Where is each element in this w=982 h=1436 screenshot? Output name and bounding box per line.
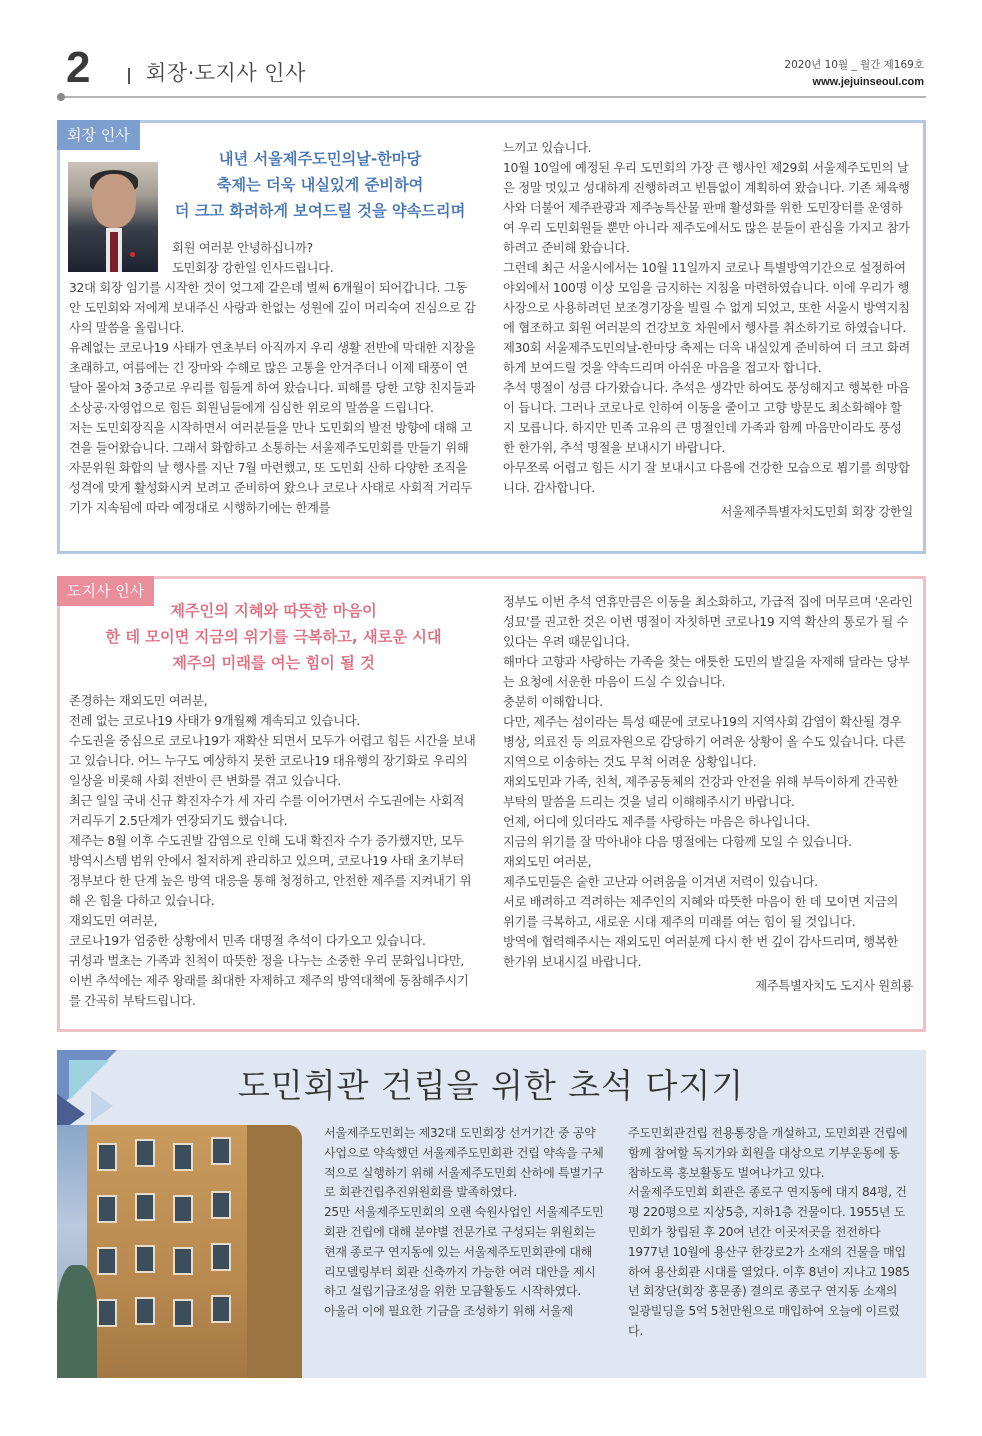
paragraph: 32대 회장 임기를 시작한 것이 엊그제 같은데 벌써 6개월이 되어갑니다. 그동안 도민회와 저에게 보내주신 사랑과 한없는 성원에 깊이 머리숙여 진심으로 감사의 말씀을 올립니다. bbox=[69, 281, 476, 335]
window bbox=[97, 1247, 117, 1275]
governor-headline bbox=[69, 598, 478, 676]
chair-portrait bbox=[68, 162, 158, 272]
paragraph: 해마다 고향과 사랑하는 가족을 찾는 애틋한 도민의 발길을 자제해 달라는 당부는 요청에 서운한 마음이 드실 수 있습니다. bbox=[503, 655, 910, 689]
chair-headline bbox=[160, 146, 480, 224]
paragraph: 귀성과 벌초는 가족과 친척이 따뜻한 정을 나누는 소중한 우리 문화입니다만, 이번 추석에는 제주 왕래를 최대한 자제하고 제주의 방역대책에 동참해주시기를 간곡히 부탁드립니다. bbox=[69, 954, 469, 1008]
window bbox=[97, 1195, 117, 1223]
paragraph: 회원 여러분 안녕하십니까? bbox=[172, 241, 313, 255]
window bbox=[173, 1143, 193, 1171]
governor-headline-line: 한 데 모이면 지금의 위기를 극복하고, 새로운 시대 bbox=[105, 628, 442, 646]
header-rule-dot bbox=[57, 93, 65, 101]
chair-signature: 서울제주특별자치도민회 회장 강한일 bbox=[720, 505, 913, 519]
portrait-tie bbox=[110, 232, 118, 272]
window bbox=[211, 1191, 231, 1219]
chair-left-column bbox=[69, 278, 478, 518]
chair-headline-line: 더 크고 화려하게 보여드릴 것을 약속드리며 bbox=[174, 202, 466, 220]
window bbox=[173, 1247, 193, 1275]
paragraph: 도민회장 강한일 인사드립니다. bbox=[172, 261, 334, 275]
window bbox=[135, 1139, 155, 1167]
paragraph: 서울제주도민회는 제32대 도민회장 선거기간 중 공약사업으로 약속했던 서울제주도민회관 건립 약속을 구체적으로 실행하기 위해 서울제주도민회 산하에 특별기구로 회관건립추진위원회를 발족하였다. bbox=[324, 1126, 604, 1200]
hall-title: 도민회관 건립을 위한 초석 다지기 bbox=[237, 1066, 745, 1105]
governor-left-column bbox=[69, 691, 478, 1011]
paragraph: 추석 명절이 성큼 다가왔습니다. 추석은 생각만 하여도 풍성해지고 행복한 마음이 듭니다. 그러나 코로나로 인하여 이동을 줄이고 고향 방문도 최소화해야 할지 모릅니다. 하지만 민족 고유의 큰 명절인데 가족과 함께 마음만이라도 풍성한 한가위, 추석 명절을 보내시기 바랍니다. bbox=[503, 381, 910, 455]
hall-column-2 bbox=[628, 1124, 910, 1342]
window bbox=[211, 1295, 231, 1323]
paragraph: 아무쪼록 어렵고 힘든 시기 잘 보내시고 다음에 건강한 모습으로 뵙기를 희망합니다. 감사합니다. bbox=[503, 461, 910, 495]
paragraph: 주도민회관건립 전용통장을 개설하고, 도민회관 건립에 함께 참여할 독지가와 회원을 대상으로 기부운동에 동참하도록 홍보활동도 벌여나가고 있다. bbox=[628, 1126, 908, 1180]
paragraph: 그런데 최근 서울시에서는 10월 11일까지 코로나 특별방역기간으로 설정하여 야외에서 100명 이상 모임을 금지하는 지침을 마련하였습니다. 이에 우리가 행사장으로 사용하려던 보조경기장을 빌릴 수 없게 되었고, 또한 서울시 방역지침에 협조하고 회원 여러분의 건강보호 차원에서 행사를 취소하기로 하였습니다. 제30회 서울제주도민의날-한마당 축제는 더욱 내실있게 준비하여 더 크고 화려하게 보여드릴 것을 약속드리며 아쉬운 마음을 접고자 합니다. bbox=[503, 261, 910, 375]
governor-signature: 제주특별자치도 도지사 원희룡 bbox=[755, 979, 913, 993]
window bbox=[211, 1243, 231, 1271]
paragraph: 서로 배려하고 격려하는 제주인의 지혜와 따뜻한 마음이 한 데 모이면 지금의 위기를 극복하고, 새로운 시대 제주의 미래를 여는 힘이 될 것입니다. bbox=[503, 895, 899, 929]
paragraph: 지금의 위기를 잘 막아내야 다음 명절에는 다함께 모일 수 있습니다. bbox=[503, 835, 852, 849]
paragraph: 최근 일일 국내 신규 확진자수가 세 자리 수를 이어가면서 수도권에는 사회적 거리두기 2.5단계가 연장되기도 했습니다. bbox=[69, 794, 465, 828]
window bbox=[97, 1299, 117, 1327]
paragraph: 방역에 협력해주시는 재외도민 여러분께 다시 한 번 깊이 감사드리며, 행복한 한가위 보내시길 바랍니다. bbox=[503, 935, 899, 969]
portrait-face bbox=[92, 174, 136, 228]
paragraph: 정부도 이번 추석 연휴만큼은 이동을 최소화하고, 가급적 집에 머무르며 '온라인 성묘'를 권고한 것은 이번 명절이 자칫하면 코로나19 지역 확산의 통로가 될 수 있다는 우려 때문입니다. bbox=[503, 595, 913, 649]
governor-tag: 도지사 인사 bbox=[57, 576, 154, 606]
building-facade bbox=[87, 1125, 302, 1378]
portrait-pin bbox=[130, 252, 135, 257]
header-rule bbox=[60, 96, 926, 98]
paragraph: 서울제주도민회 회관은 종로구 연지동에 대지 84평, 건평 220평으로 지상5층, 지하1층 건물이다. 1955년 도민회가 창립된 후 20여 년간 이곳저곳을 전전하다 1977년 10월에 용산구 한강로2가 소재의 건물을 매입하여 용산회관 시대를 열었다. 이후 8년이 지나고 1985년 회장단(회장 홍문종) 결의로 종로구 연지동 소재의 일광빌딩을 5억 5천만원으로 매입하여 오늘에 이르렀다. bbox=[628, 1185, 910, 1338]
governor-headline-line: 제주의 미래를 여는 힘이 될 것 bbox=[172, 654, 375, 672]
paragraph: 10월 10일에 예정된 우리 도민회의 가장 큰 행사인 제29회 서울제주도민의 날은 정말 멋있고 성대하게 진행하려고 빈틈없이 계획하여 왔습니다. 기존 체육행사와 더불어 제주관광과 제주농특산물 판매 활성화를 위한 도민장터를 운영하여 우리 도민회원들 뿐만 아니라 제주도에서도 많은 분들이 관심을 가지고 참가하려고 준비해 왔습니다. bbox=[503, 161, 910, 255]
issue-info: 2020년 10월 _ 월간 제169호 bbox=[784, 59, 924, 71]
paragraph: 25만 서울제주도민회의 오랜 숙원사업인 서울제주도민회관 건립에 대해 분야별 전문가로 구성되는 위원회는 현재 종로구 연지동에 있는 서울제주도민회관에 대해 리모델링부터 회관 신축까지 가능한 여러 대안을 제시하고 설립기금조성을 위한 모금활동도 시작하였다. bbox=[324, 1205, 604, 1299]
paragraph: 재외도민과 가족, 친척, 제주공동체의 건강과 안전을 위해 부득이하게 간곡한 부탁의 말씀을 드리는 것을 널리 이해해주시기 바랍니다. bbox=[503, 775, 899, 809]
paragraph: 아울러 이에 필요한 기금을 조성하기 위해 서울제 bbox=[324, 1304, 573, 1319]
paragraph: 제주는 8월 이후 수도권발 감염으로 인해 도내 확진자 수가 증가했지만, 모두 방역시스템 범위 안에서 철저하게 관리하고 있으며, 코로나19 사태 초기부터 정부보다 한 단계 높은 방역 대응을 통해 청정하고, 안전한 제주를 지켜내기 위해 온 힘을 다하고 있습니다. bbox=[69, 834, 472, 908]
paragraph: 유례없는 코로나19 사태가 연초부터 아직까지 우리 생활 전반에 막대한 지장을 초래하고, 여름에는 긴 장마와 수해로 많은 고통을 안겨주더니 이제 태풍이 연달아 몰아쳐 3중고로 우리를 힘들게 하여 왔습니다. 피해를 당한 고향 친지들과 소상공·자영업으로 힘든 회원님들에게 심심한 위로의 말씀을 드립니다. bbox=[69, 341, 476, 415]
window bbox=[135, 1193, 155, 1221]
hall-column-1 bbox=[324, 1124, 604, 1322]
window bbox=[173, 1195, 193, 1223]
page-number: 2 bbox=[66, 43, 91, 92]
building-side bbox=[247, 1125, 302, 1378]
paragraph: 재외도민 여러분, bbox=[503, 855, 592, 869]
paragraph: 느끼고 있습니다. bbox=[503, 141, 592, 155]
paragraph: 코로나19가 엄중한 상황에서 민족 대명절 추석이 다가오고 있습니다. bbox=[69, 934, 426, 948]
paragraph: 충분히 이해합니다. bbox=[503, 695, 603, 709]
window bbox=[135, 1245, 155, 1273]
paragraph: 제주도민들은 숱한 고난과 어려움을 이겨낸 저력이 있습니다. bbox=[503, 875, 818, 889]
paragraph: 존경하는 재외도민 여러분, bbox=[69, 694, 208, 708]
governor-right-column bbox=[503, 592, 913, 996]
paragraph: 재외도민 여러분, bbox=[69, 914, 158, 928]
window bbox=[97, 1143, 117, 1171]
window bbox=[135, 1297, 155, 1325]
governor-headline-line: 제주인의 지혜와 따뜻한 마음이 bbox=[170, 602, 377, 620]
chair-tag: 회장 인사 bbox=[57, 120, 140, 150]
section-title: 회장·도지사 인사 bbox=[146, 61, 306, 85]
website-link[interactable]: www.jejuinseoul.com bbox=[812, 76, 924, 88]
chair-headline-line: 내년 서울제주도민의날-한마당 bbox=[218, 150, 422, 168]
paragraph: 전례 없는 코로나19 사태가 9개월째 계속되고 있습니다. bbox=[69, 714, 360, 728]
paragraph: 저는 도민회장직을 시작하면서 여러분들을 만나 도민회의 발전 방향에 대해 고견을 들어왔습니다. 그래서 화합하고 소통하는 서울제주도민회를 만들기 위해 자문위원 화합의 날 행사를 지난 7월 마련했고, 또 도민회 산하 다양한 조직을 성격에 맞게 활성화시켜 보려고 준비하여 왔으나 코로나 사태로 사회적 거리두기가 지속됨에 따라 예정대로 시행하기에는 한계를 bbox=[69, 421, 473, 515]
window bbox=[211, 1137, 231, 1165]
hall-building-photo bbox=[57, 1125, 302, 1378]
tree bbox=[57, 1265, 97, 1378]
paragraph: 언제, 어디에 있더라도 제주를 사랑하는 마음은 하나입니다. bbox=[503, 815, 810, 829]
chair-intro bbox=[172, 238, 478, 278]
paragraph: 수도권을 중심으로 코로나19가 재확산 되면서 모두가 어렵고 힘든 시간을 보내고 있습니다. 어느 누구도 예상하지 못한 코로나19 대유행의 장기화로 우리의 일상을 비롯해 사회 전반이 큰 변화를 겪고 있습니다. bbox=[69, 734, 476, 788]
paragraph: 다만, 제주는 섬이라는 특성 때문에 코로나19의 지역사회 감염이 확산될 경우 병상, 의료진 등 의료자원으로 감당하기 어려운 상황이 올 수도 있습니다. 다른 지역으로 이송하는 것도 무척 어려운 상황입니다. bbox=[503, 715, 906, 769]
chair-headline-line: 축제는 더욱 내실있게 준비하여 bbox=[216, 176, 424, 194]
header-divider bbox=[128, 68, 130, 84]
window bbox=[173, 1299, 193, 1327]
chair-right-column bbox=[503, 138, 913, 522]
